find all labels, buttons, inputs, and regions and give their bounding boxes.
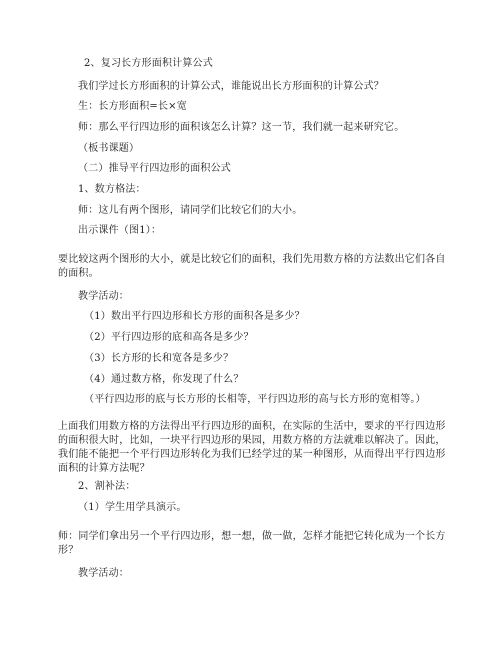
paragraph: 上面我们用数方格的方法得出平行四边形的面积，在实际的生活中，要求的平行四边形的面积很大时，比如，一块平行四边形的果园，用数方格的方法就难以解决了。因此，我们能不能把一个平行四边形转化为我们已经学过的某一种图形，从而得出平行四边形面积的计算方法呢？ <box>58 421 446 474</box>
text-line: 师：那么平行四边形的面积该怎么计算？这一节，我们就一起来研究它。 <box>78 122 405 133</box>
text-line: 生：长方形面积=长×宽 <box>78 101 187 112</box>
subheading-cut-paste-method: 2、割补法： <box>78 481 136 492</box>
paragraph: 师：同学们拿出另一个平行四边形，想一想，做一做，怎样才能把它转化成为一个长方形？ <box>58 531 446 556</box>
list-item: （1）学生用学具演示。 <box>78 502 187 513</box>
text-line: 师：这儿有两个图形，请同学们比较它们的大小。 <box>78 205 303 216</box>
text-line: （平行四边形的底与长方形的长相等，平行四边形的高与长方形的宽相等。） <box>84 394 426 405</box>
list-item: （3）长方形的长和宽各是多少？ <box>84 353 234 364</box>
list-item: （4）通过数方格，你发现了什么？ <box>84 374 244 385</box>
paragraph: 要比较这两个图形的大小，就是比较它们的面积，我们先用数方格的方法数出它们各自的面积。 <box>58 254 446 279</box>
text-line: （板书课题） <box>78 143 140 154</box>
heading-review-formula: 2、复习长方形面积计算公式 <box>84 58 213 69</box>
text-line: 我们学过长方形面积的计算公式，谁能说出长方形面积的计算公式？ <box>78 81 384 92</box>
text-line: 出示课件（图1）： <box>78 225 162 236</box>
subheading-grid-method: 1、数方格法： <box>78 184 146 195</box>
text-line: 教学活动： <box>78 568 129 579</box>
list-item: （2）平行四边形的底和高各是多少？ <box>84 332 254 343</box>
section-heading: （二）推导平行四边形的面积公式 <box>78 163 231 174</box>
list-item: （1）数出平行四边形和长方形的面积各是多少？ <box>84 311 305 322</box>
text-line: 教学活动： <box>78 291 129 302</box>
